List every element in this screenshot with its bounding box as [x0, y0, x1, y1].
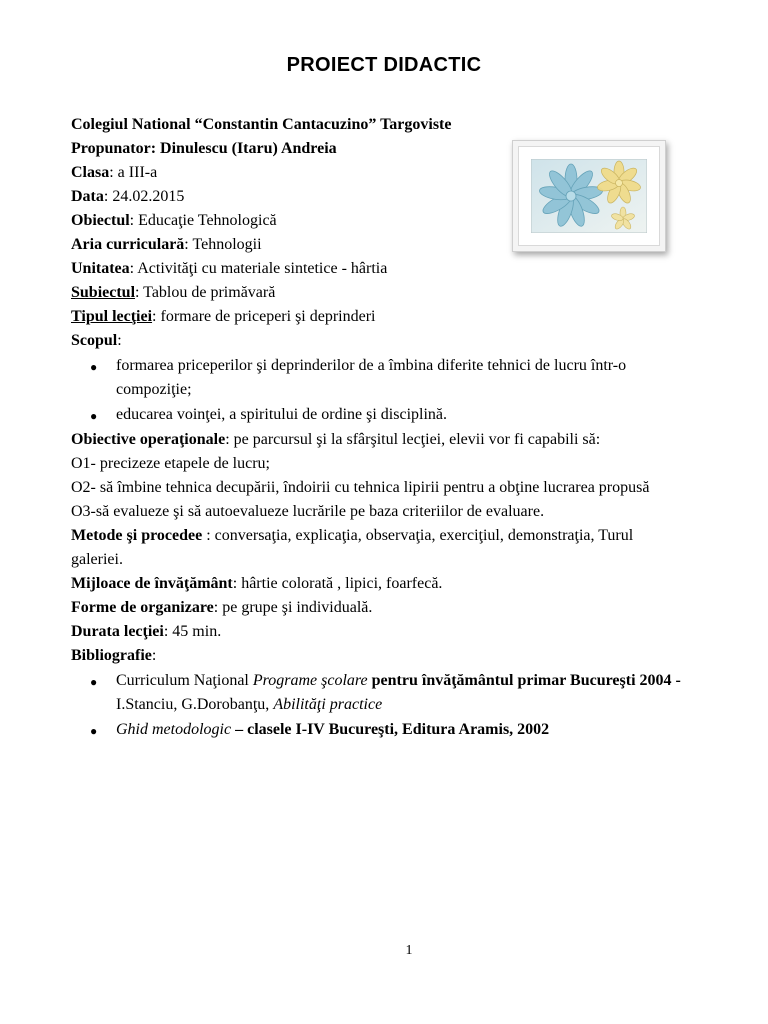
field-label: Subiectul [71, 284, 136, 301]
duration-label: Durata lecţiei [71, 623, 164, 640]
forms [71, 598, 372, 618]
objectives-heading [71, 430, 600, 450]
bibliography-item [116, 720, 549, 740]
methods-value: : conversaţia, explicaţia, observaţia, exerciţiul, demonstraţia, Turul [202, 527, 634, 544]
bib-bold: – clasele I-IV Bucureşti, Editura Aramis, 2002 [231, 721, 550, 738]
field-obiectul [71, 211, 277, 231]
bib-bold: pentru învăţământul primar Bucureşti 2004 - [367, 672, 681, 689]
means-label: Mijloace de învăţământ [71, 575, 233, 592]
bib-text: I.Stanciu, G.Dorobanţu, [116, 696, 274, 713]
bib-text: Curriculum Naţional [116, 672, 253, 689]
page-title: PROIECT DIDACTIC [286, 54, 482, 76]
bibliography-label: Bibliografie [71, 647, 152, 664]
field-label: Tipul lecţiei [71, 308, 153, 325]
bibliography-item-continuation [116, 695, 382, 715]
field-value: : formare de priceperi şi deprinderi [152, 308, 376, 325]
duration-value: : 45 min. [163, 623, 222, 640]
objectives-intro: : pe parcursul şi la sfârşitul lecţiei, elevii vor fi capabili să: [225, 431, 601, 448]
means-value: : hârtie colorată , lipici, foarfecă. [232, 575, 443, 592]
field-clasa [71, 163, 157, 183]
framed-flower-picture [512, 140, 666, 252]
bullet-icon: ● [90, 409, 98, 423]
bibliography-heading [71, 646, 156, 666]
field-value: : Activităţi cu materiale sintetice - hârtia [129, 260, 388, 277]
bullet-icon: ● [90, 675, 98, 689]
methods-continuation: galeriei. [71, 551, 123, 568]
bibliography-colon: : [151, 647, 157, 664]
field-label: Clasa [71, 164, 110, 181]
bullet-icon: ● [90, 360, 98, 374]
field-value: : 24.02.2015 [103, 188, 185, 205]
field-tipul [71, 307, 376, 327]
field-value: : a III-a [109, 164, 158, 181]
bib-italic: Programe şcolare [252, 672, 368, 689]
field-label: Unitatea [71, 260, 130, 277]
objective-o3: O3-să evalueze şi să autoevalueze lucrările pe baza criteriilor de evaluare. [71, 503, 545, 520]
field-data [71, 187, 184, 207]
field-unitatea [71, 259, 387, 279]
means [71, 574, 442, 594]
field-label: Obiectul [71, 212, 130, 229]
paper-flowers-image [531, 159, 647, 233]
field-value: : Tablou de primăvară [135, 284, 276, 301]
methods-label: Metode şi procedee [71, 527, 203, 544]
scop-item: formarea priceperilor şi deprinderilor de a îmbina diferite tehnici de lucru într-o [116, 357, 627, 374]
field-label: Aria curriculară [71, 236, 185, 253]
forms-label: Forme de organizare [71, 599, 214, 616]
college-name: Colegiul National “Constantin Cantacuzino” Targoviste [71, 116, 452, 133]
forms-value: : pe grupe şi individuală. [213, 599, 373, 616]
objective-o1: O1- precizeze etapele de lucru; [71, 455, 270, 472]
field-scopul [71, 331, 122, 351]
bib-italic: Ghid metodologic [116, 721, 232, 738]
objective-o2: O2- să îmbine tehnica decupării, îndoirii cu tehnica lipirii pentru a obţine lucrarea propusă [71, 479, 650, 496]
duration [71, 622, 221, 642]
field-aria [71, 235, 262, 255]
scop-item: educarea voinţei, a spiritului de ordine şi disciplină. [116, 406, 448, 423]
objectives-label: Obiective operaţionale [71, 431, 226, 448]
field-label: Data [71, 188, 104, 205]
proposer: Propunator: Dinulescu (Itaru) Andreia [71, 140, 337, 157]
page-number: 1 [405, 943, 413, 958]
field-value: : Educaţie Tehnologică [129, 212, 277, 229]
bullet-icon: ● [90, 724, 98, 738]
field-label: Scopul [71, 332, 118, 349]
scop-item-continuation: compoziţie; [116, 381, 192, 398]
methods [71, 526, 633, 546]
field-subiectul [71, 283, 275, 303]
field-value: : Tehnologii [184, 236, 262, 253]
bibliography-item [116, 671, 681, 691]
bib-italic: Abilităţi practice [273, 696, 383, 713]
field-value: : [117, 332, 122, 349]
